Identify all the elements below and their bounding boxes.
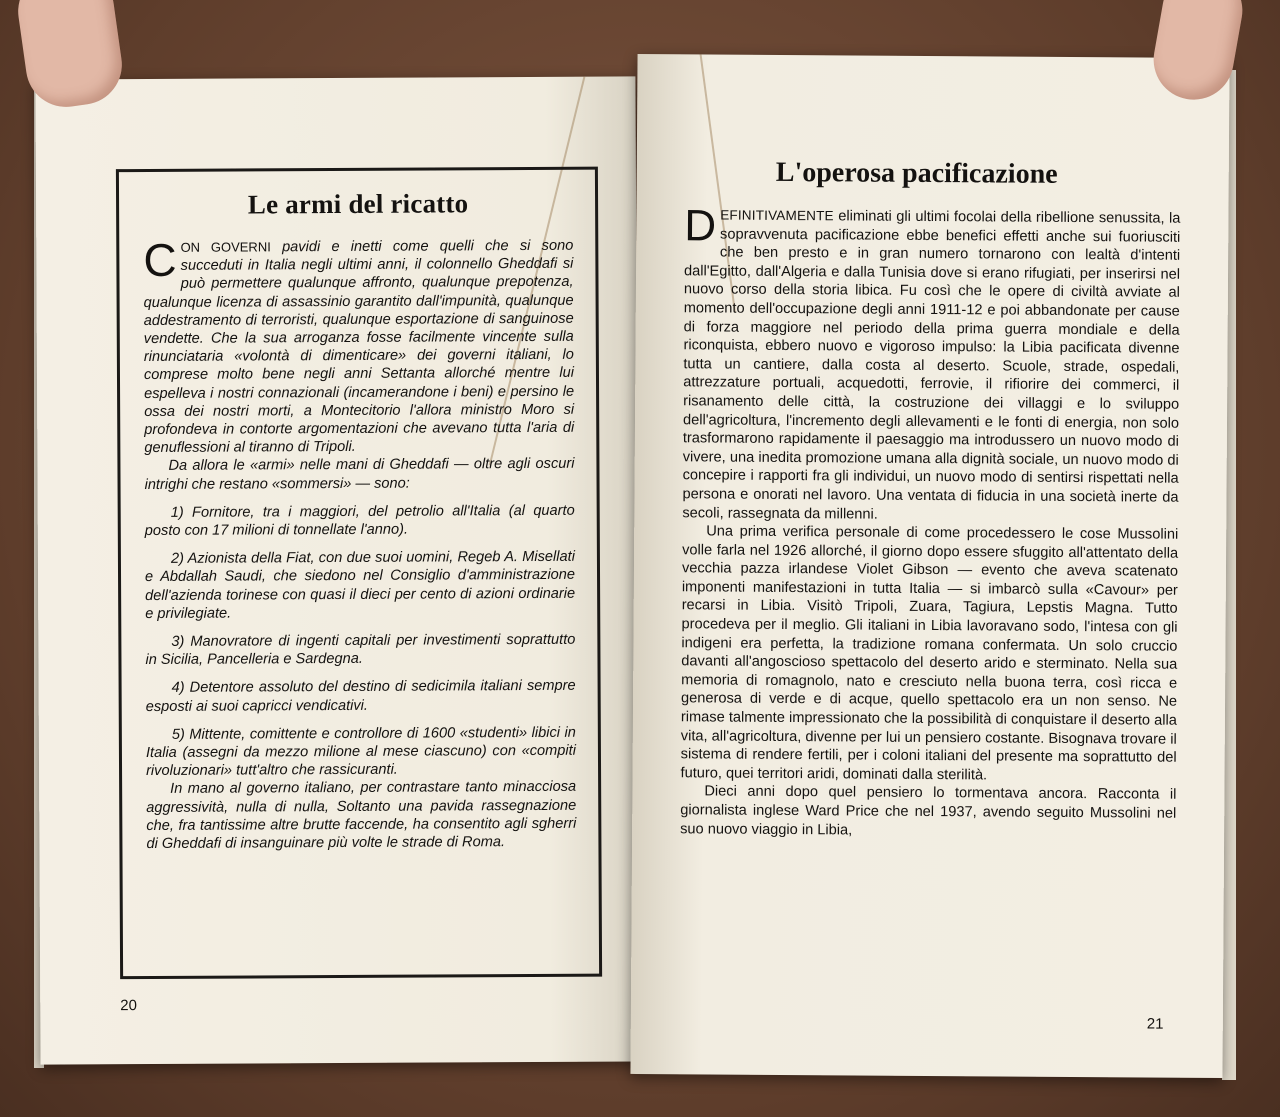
right-paragraph-1-text: eliminati gli ultimi focolai della ribellione senussita, la sopravvenuta pacificazione ebbe benefici effetti anche sui fuoriusciti che ben presto e in gran numero tornarono con lealtà d'intenti dall'Egitto, dall'Algeria e dalla Tunisia dove si erano rifugiati, per inserirsi nel nuovo corso della storia libica. Fu così che le opere di civiltà avviate al momento dell'occupazione degli anni 1911-12 e poi abbandonate per cause di forza maggiore nel periodo della prima guerra mondiale e della riconquista, ebbero nuovo e vigoroso impulso: la Libia pacificata divenne tutta un cantiere, dalla costa al deserto. Scuole, strade, ospedali, attrezzature portuali, acquedotti, ferrovie, il rifiorire dei commerci, il risanamento delle città, la costruzione dei villaggi e lo sviluppo dell'agricoltura, l'incremento degli allevamenti e le fonti di energia, non solo trasformarono rapidamente il paesaggio ma introdussero un nuovo modo di vivere, una inedita promozione umana alla dignità sociale, un nuovo modo di concepire i rapporti fra gli individui, un nuovo modo di sentirsi rispettati nella persona e onorati nel lavoro. Una ventata di fiducia in una società inerte da secoli, rassegnata da millenni.	[682, 208, 1181, 523]
right-lead: EFINITIVAMENTE	[720, 207, 834, 224]
left-intro-text: pavidi e inetti come quelli che si sono succeduti in Italia negli ultimi anni, il colonnello Gheddafi si può permettere qualunque affronto, qualunque prepotenza, qualunque licenza di assassinio garantito dall'impunità, qualunque addestramento di terroristi, qualunque esportazione di sanguinose vendette. Che la sua arroganza fosse facilmente vincente sulla rinunciataria «volontà di dimenticare» dei governi italiani, lo comprese molto bene negli anni Settanta allorché mentre lui espelleva i nostri connazionali (incamerandone i beni) e persino le ossa dei nostri morti, a Montecitorio l'allora ministro Moro si profondeva in contorte argomentazioni che avevano tutta l'aria di genuflessioni al tiranno di Tripoli.	[143, 237, 575, 457]
left-page	[35, 76, 640, 1064]
right-paragraph-1	[682, 201, 1181, 526]
left-closing-paragraph: In mano al governo italiano, per contrastare tanto minacciosa aggressività, nulla di nulla, Soltanto una pavida rassegnazione che, fra tantissime altre brutte faccende, ha consentito agli sgherri di Gheddafi di insanguinare più volte le strade di Roma.	[146, 779, 577, 853]
left-dropcap: C	[143, 233, 177, 287]
list-item-5: 5) Mittente, comittente e controllore di 1600 «studenti» libici in Italia (assegni da mezzo milione al mese ciascuno) con «compiti rivoluzionari» tutt'altro che rassicuranti.	[145, 724, 576, 780]
list-item-2: 2) Azionista della Fiat, con due suoi uomini, Regeb A. Misellati e Abdallah Saudi, che siedono nel Consiglio d'amministrazione dell'azienda torinese con quasi il dieci per cento di azioni ordinarie e privilegiate.	[144, 549, 576, 622]
left-paragraph-2: Da allora le «armi» nelle mani di Gheddafi — oltre agli oscuri intrighi che restano «sommersi» — sono:	[144, 456, 575, 493]
page-number-left: 20	[120, 997, 138, 1015]
left-article-body	[143, 233, 577, 854]
list-item-4: 4) Detentore assoluto del destino di sedicimila italiani sempre esposti ai suoi capricci vendicativi.	[145, 678, 576, 715]
right-article-title: L'operosa pacificazione	[775, 156, 1058, 190]
left-intro-paragraph	[143, 233, 575, 458]
right-page	[630, 54, 1229, 1078]
page-number-right: 21	[1146, 1015, 1164, 1033]
list-item-1: 1) Fornitore, tra i maggiori, del petrolio all'Italia (al quarto posto con 17 milioni di tonnellate l'anno).	[144, 502, 575, 540]
boxed-article	[116, 167, 602, 980]
right-paragraph-2: Una prima verifica personale di come procedessero le cose Mussolini volle farla nel 1926 allorché, il giorno dopo essere sfuggito all'attentato della vecchia pazza irlandese Violet Gibson — evento che aveva scatenato imponenti manifestazioni in tutta Italia — si imbarcò sulla «Cavour» per recarsi in Libia. Visitò Tripoli, Zuara, Tagiura, Lepstis Magna. Tutto procedeva per il meglio. Gli italiani in Libia lavoravano sodo, l'intesa con gli indigeni era perfetta, la tradizione romana confermata. Un solo cruccio davanti all'angoscioso spettacolo del deserto arido e sterminato. Nella sua memoria di romagnolo, nato e cresciuto nella buona terra, così ricca e generosa di verde e di acque, quello spettacolo era un non senso. Ne rimase talmente impressionato che la possibilità di conquistare il deserto alla vita, all'agricoltura, divenne per lui un pensiero costante. Bisognava trovare il sistema di rendere fertili, per i coloni italiani del presente ma soprattutto del futuro, quei territori aridi, dominati dalla sterilità.	[680, 523, 1179, 784]
right-article-body	[680, 201, 1181, 842]
left-article-title: Le armi del ricatto	[247, 188, 469, 220]
list-item-3: 3) Manovratore di ingenti capitali per investimenti soprattutto in Sicilia, Pancelleria e Sardegna.	[145, 631, 576, 669]
left-intro-lead: ON GOVERNI	[180, 239, 271, 255]
right-paragraph-3: Dieci anni dopo quel pensiero lo tormentava ancora. Racconta il giornalista inglese Ward Price che nel 1937, avendo seguito Mussolini nel suo nuovo viaggio in Libia,	[680, 783, 1177, 839]
right-dropcap: D	[684, 201, 717, 251]
